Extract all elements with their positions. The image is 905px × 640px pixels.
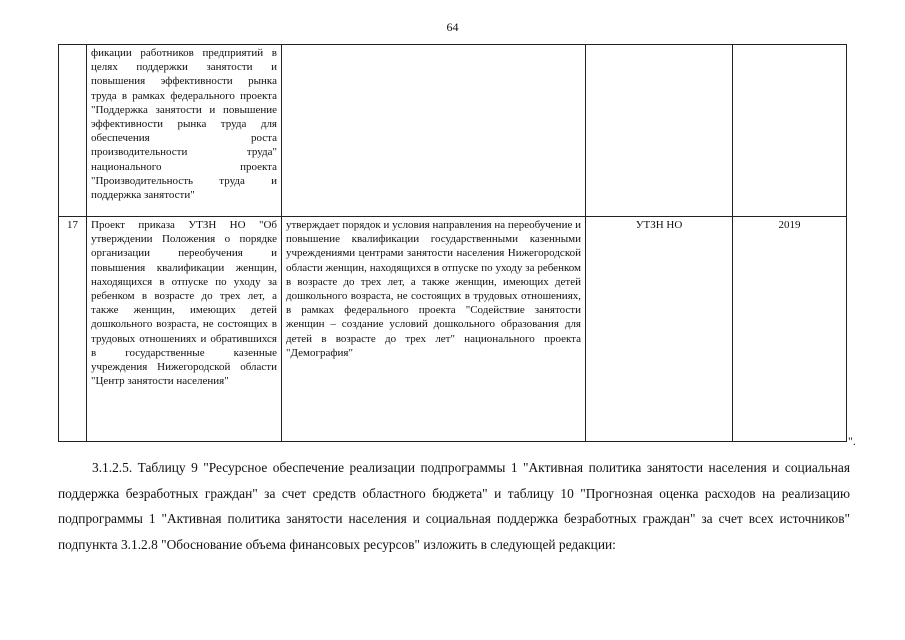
closing-quote-mark: ".	[848, 434, 856, 448]
executor-cell: УТЗН НО	[586, 217, 733, 442]
row-number-cell	[59, 45, 87, 217]
measure-description-cell: утверждает порядок и условия направления на переобучение и повышение квалификации государственными казенными учреждениями центрами занятости населения Нижегородской области женщин, находящихся в отпуске по уходу за ребенком в возрасте до трех лет, а также женщин, имеющих детей дошкольного возраста, не состоящих в трудовых отношениях, в рамках федерального проекта "Содействие занятости женщин – создание условий дошкольного образования для детей в возрасте до трех лет" национального проекта "Демография"	[282, 217, 586, 442]
measure-name-cell: Проект приказа УТЗН НО "Об утверждении Положения о порядке организации переобучения и повышения квалификации женщин, находящихся в отпуске по уходу за ребенком в возрасте до трех лет, а также женщин, имеющих детей дошкольного возраста, не состоящих в трудовых отношениях и обратившихся в государственные казенные учреждения Нижегородской области "Центр занятости населения"	[87, 217, 282, 442]
body-paragraph: 3.1.2.5. Таблицу 9 "Ресурсное обеспечение реализации подпрограммы 1 "Активная политика занятости населения и социальная поддержка безработных граждан" за счет средств областного бюджета" и таблицу 10 "Прогнозная оценка расходов на реализацию подпрограммы 1 "Активная политика занятости населения и социальная поддержка безработных граждан" за счет всех источников" подпункта 3.1.2.8 "Обоснование объема финансовых ресурсов" изложить в следующей редакции:	[58, 460, 850, 552]
page-number: 64	[446, 20, 459, 34]
measure-name-cell: фикации работников предприятий в целях поддержки занятости и повышения эффективности рынка труда в рамках федерального проекта "Поддержка занятости и повышение эффективности рынка труда для обеспечения роста производительности труда" национального проекта "Производительность труда и поддержка занятости"	[87, 45, 282, 217]
year-cell: 2019	[733, 217, 847, 442]
row-number-cell: 17	[59, 217, 87, 442]
year-cell	[733, 45, 847, 217]
table-row	[59, 45, 847, 217]
executor-cell	[586, 45, 733, 217]
measures-table	[58, 44, 847, 442]
measure-description-cell	[282, 45, 586, 217]
table-row	[59, 217, 847, 442]
